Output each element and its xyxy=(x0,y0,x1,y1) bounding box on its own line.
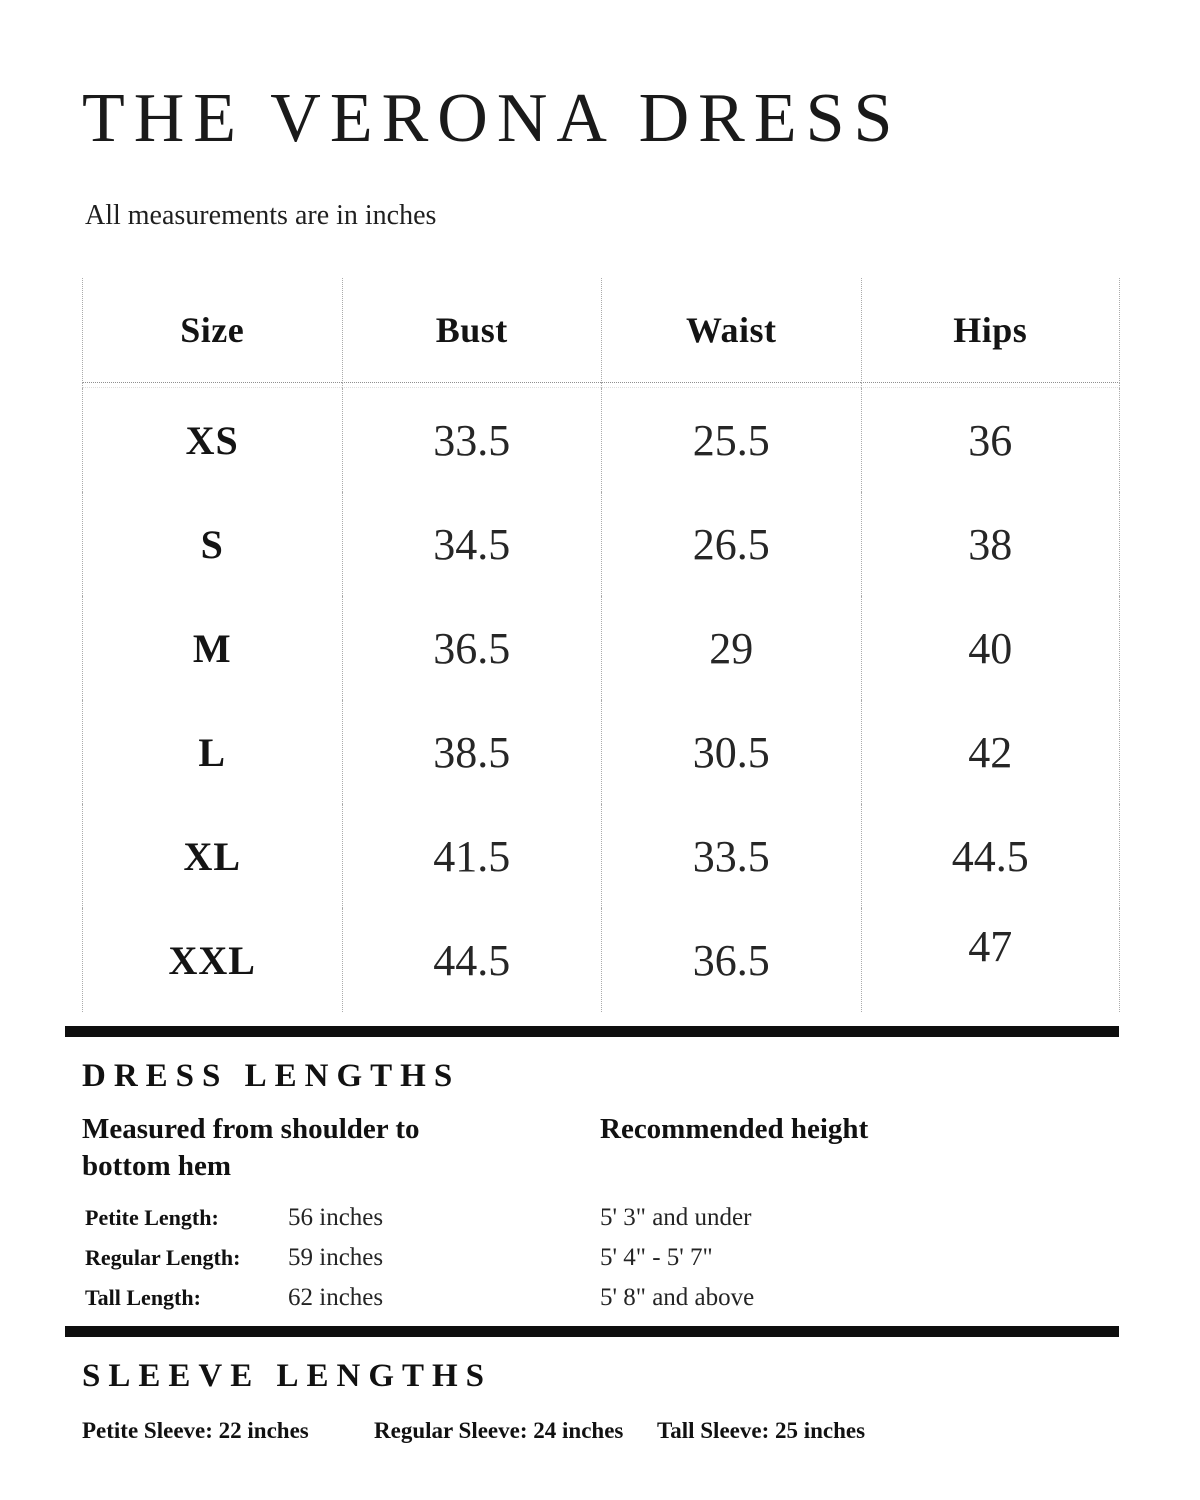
length-label: Petite Length: xyxy=(85,1204,219,1230)
size-chart-table xyxy=(82,278,1120,1012)
column-header-size: Size xyxy=(82,278,342,383)
dress-length-row-tall xyxy=(82,1282,1120,1313)
bust-cell: 41.5 xyxy=(342,804,602,908)
length-value: 59 inches xyxy=(288,1244,384,1272)
column-header-waist: Waist xyxy=(601,278,861,383)
height-range: 5' 8" and above xyxy=(600,1284,755,1312)
divider-rule xyxy=(65,1026,1119,1037)
size-cell: XS xyxy=(82,388,342,492)
measure-column-heading: Measured from shoulder to bottom hem xyxy=(82,1112,420,1183)
dress-lengths-rows xyxy=(82,1202,1120,1314)
size-chart-header-row xyxy=(82,278,1120,383)
height-range: 5' 3" and under xyxy=(600,1203,752,1231)
sleeve-item-petite: Petite Sleeve: 22 inches xyxy=(82,1418,309,1444)
waist-cell: 25.5 xyxy=(601,388,861,492)
table-row-xl xyxy=(82,804,1120,908)
length-label: Regular Length: xyxy=(85,1245,241,1271)
length-label: Tall Length: xyxy=(85,1285,201,1311)
waist-cell: 36.5 xyxy=(601,908,861,1012)
hips-cell: 44.5 xyxy=(861,804,1121,908)
bust-cell: 44.5 xyxy=(342,908,602,1012)
size-cell: M xyxy=(82,596,342,700)
size-cell: L xyxy=(82,700,342,804)
length-value: 62 inches xyxy=(288,1284,384,1312)
hips-cell: 38 xyxy=(861,492,1121,596)
table-row-s xyxy=(82,492,1120,596)
waist-cell: 26.5 xyxy=(601,492,861,596)
waist-cell: 30.5 xyxy=(601,700,861,804)
table-row-l xyxy=(82,700,1120,804)
length-value: 56 inches xyxy=(288,1203,384,1231)
dress-length-row-regular xyxy=(82,1242,1120,1273)
sleeve-item-tall: Tall Sleeve: 25 inches xyxy=(657,1418,866,1444)
dress-lengths-heading: DRESS LENGTHS xyxy=(82,1058,461,1094)
dress-lengths-column-headings xyxy=(82,1111,1120,1186)
sleeve-lengths-heading: SLEEVE LENGTHS xyxy=(82,1357,493,1394)
bust-cell: 38.5 xyxy=(342,700,602,804)
table-row-xxl xyxy=(82,908,1120,1012)
hips-cell: 42 xyxy=(861,700,1121,804)
size-cell: XXL xyxy=(82,908,342,1012)
height-column-heading: Recommended height xyxy=(600,1112,869,1145)
table-row-xs xyxy=(82,388,1120,492)
hips-value-raised: 47 xyxy=(968,921,1013,971)
size-cell: XL xyxy=(82,804,342,908)
sleeve-lengths-row xyxy=(82,1418,1120,1444)
page-title: THE VERONA DRESS xyxy=(82,80,902,157)
waist-cell: 33.5 xyxy=(601,804,861,908)
column-header-bust: Bust xyxy=(342,278,602,383)
dress-length-row-petite xyxy=(82,1202,1120,1233)
bust-cell: 33.5 xyxy=(342,388,602,492)
table-row-m xyxy=(82,596,1120,700)
column-header-hips: Hips xyxy=(861,278,1121,383)
hips-cell xyxy=(861,908,1121,1012)
sleeve-item-regular: Regular Sleeve: 24 inches xyxy=(374,1418,624,1444)
waist-cell: 29 xyxy=(601,596,861,700)
bust-cell: 34.5 xyxy=(342,492,602,596)
bust-cell: 36.5 xyxy=(342,596,602,700)
hips-cell: 36 xyxy=(861,388,1121,492)
divider-rule xyxy=(65,1326,1119,1337)
page-subtitle: All measurements are in inches xyxy=(85,200,437,231)
height-range: 5' 4" - 5' 7" xyxy=(600,1244,713,1272)
size-cell: S xyxy=(82,492,342,596)
hips-cell: 40 xyxy=(861,596,1121,700)
